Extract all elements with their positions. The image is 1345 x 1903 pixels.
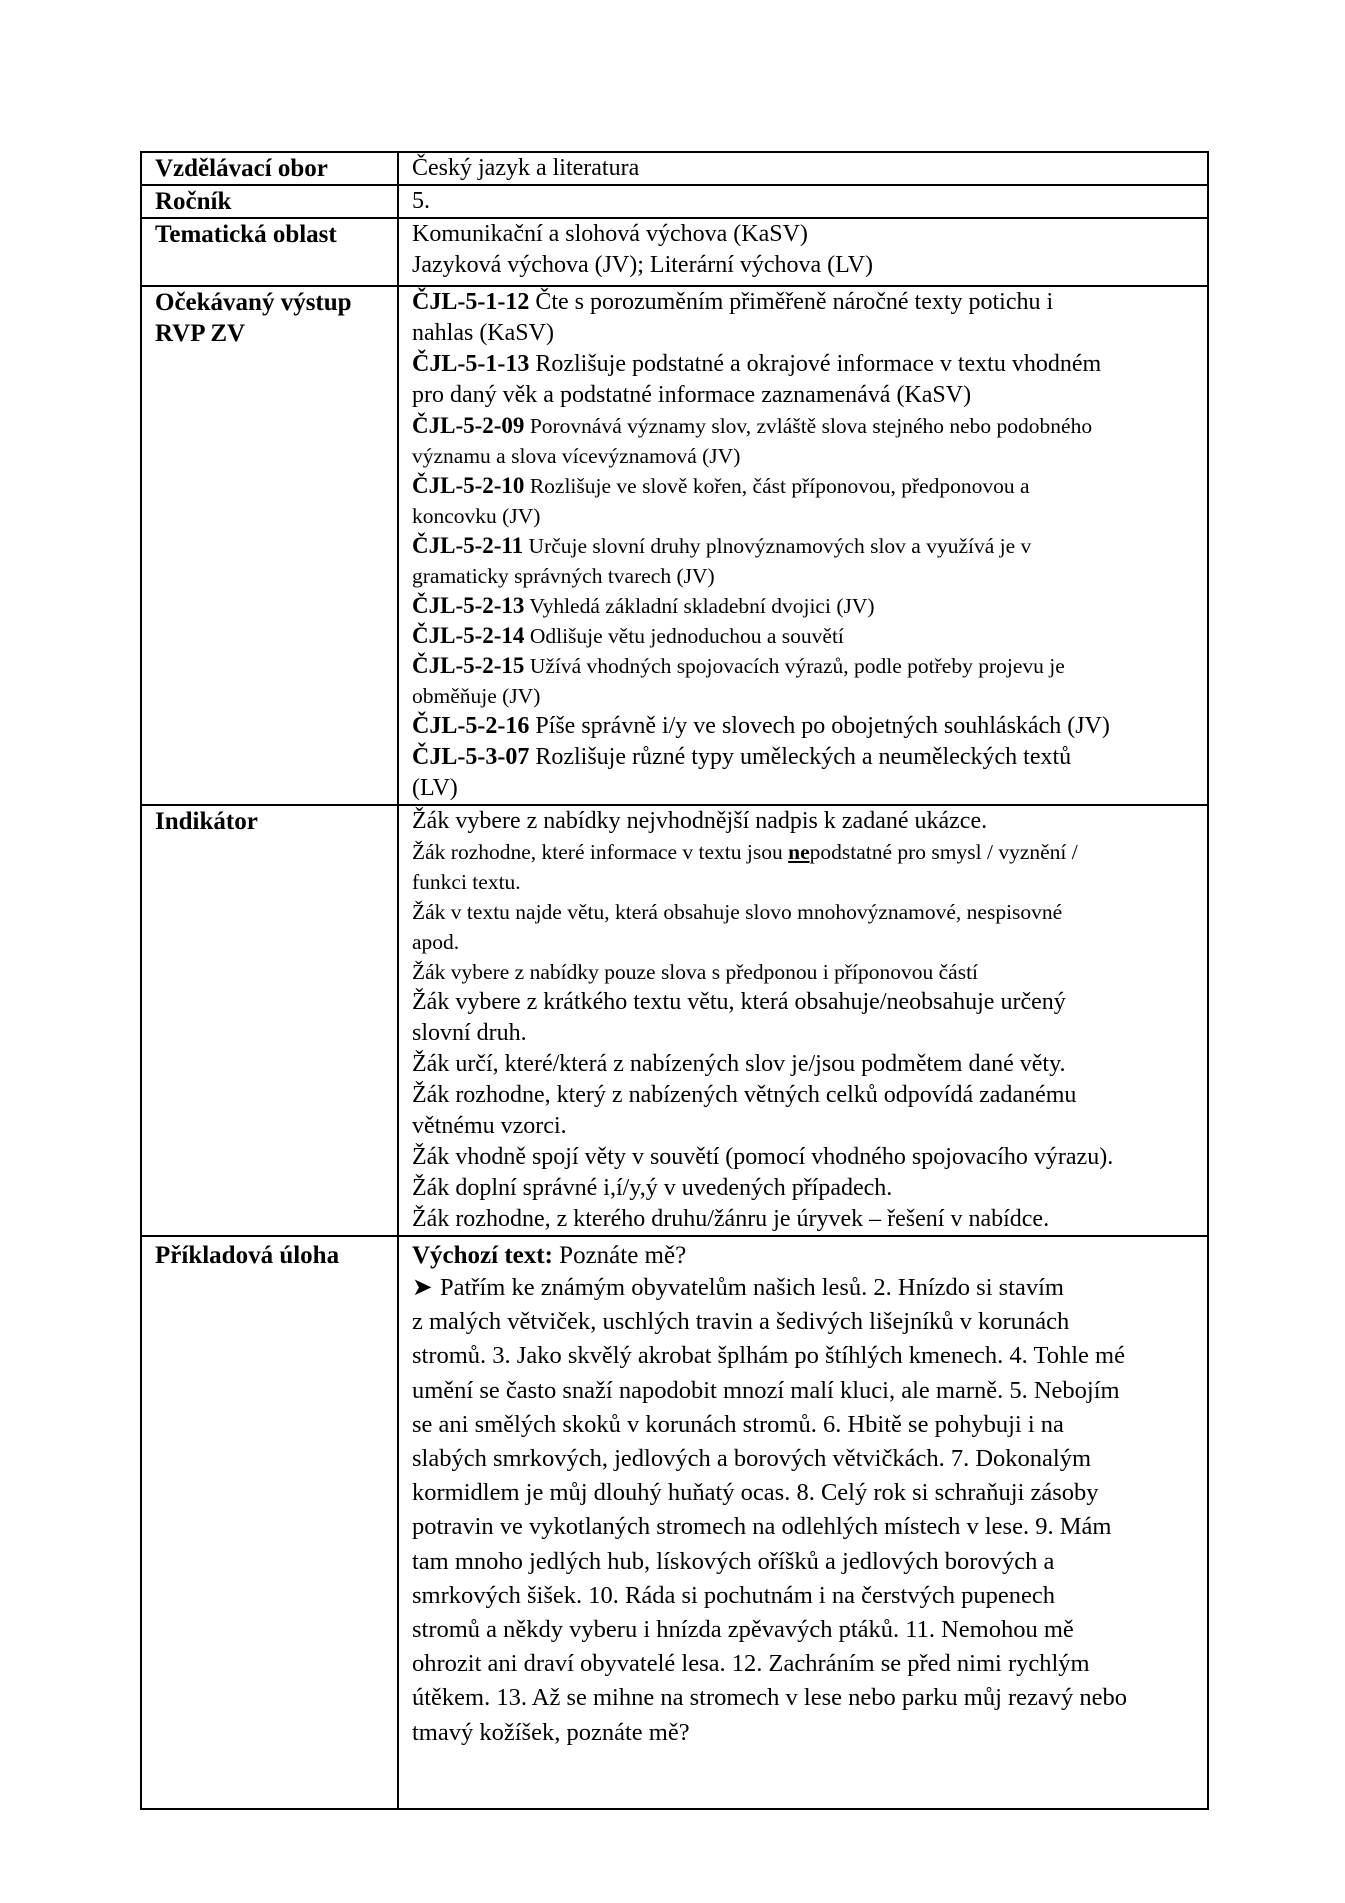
task-line: ohrozit ani draví obyvatelé lesa. 12. Zachráním se před nimi rychlým bbox=[412, 1650, 1090, 1678]
label-oblast: Tematická oblast bbox=[141, 218, 398, 286]
curriculum-table bbox=[140, 151, 1209, 1810]
outcome-item bbox=[412, 651, 1197, 711]
arrow-bullet-icon: ➤ bbox=[412, 1274, 433, 1301]
outcome-item bbox=[412, 349, 1197, 411]
row-oblast bbox=[141, 218, 1208, 286]
indicator-line: Žák v textu najde větu, která obsahuje slovo mnohovýznamové, nespisovné bbox=[412, 900, 1063, 924]
outcome-text: Rozlišuje ve slově kořen, část příponovou, předponovou a bbox=[524, 474, 1030, 498]
row-obor bbox=[141, 152, 1208, 185]
outcome-text: nahlas (KaSV) bbox=[412, 320, 554, 346]
outcome-code: ČJL-5-2-16 bbox=[412, 713, 530, 739]
outcome-text: pro daný věk a podstatné informace zaznamenává (KaSV) bbox=[412, 382, 972, 408]
value-rocnik: 5. bbox=[398, 185, 1208, 218]
outcome-text: Čte s porozuměním přiměřeně náročné texty potichu i bbox=[529, 289, 1054, 315]
task-paragraph bbox=[412, 1271, 1197, 1750]
row-indikator bbox=[141, 805, 1208, 1236]
outcome-item bbox=[412, 471, 1197, 531]
outcome-item bbox=[412, 742, 1197, 804]
indicator-line: Žák rozhodne, který z nabízených větných celků odpovídá zadanému bbox=[412, 1082, 1077, 1108]
outcome-code: ČJL-5-2-14 bbox=[412, 623, 525, 648]
outcome-item bbox=[412, 531, 1197, 591]
outcome-code: ČJL-5-2-10 bbox=[412, 473, 525, 498]
row-vystup bbox=[141, 286, 1208, 805]
value-vystup bbox=[398, 286, 1208, 805]
task-line: potravin ve vykotlaných stromech na odlehlých místech v lese. 9. Mám bbox=[412, 1513, 1112, 1541]
value-indikator bbox=[398, 805, 1208, 1236]
label-obor: Vzdělávací obor bbox=[141, 152, 398, 185]
indicator-line: Žák vhodně spojí věty v souvětí (pomocí vhodného spojovacího výrazu). bbox=[412, 1144, 1114, 1170]
indicator-line: větnému vzorci. bbox=[412, 1113, 567, 1139]
label-uloha: Příkladová úloha bbox=[141, 1236, 398, 1809]
outcome-code: ČJL-5-2-15 bbox=[412, 653, 525, 678]
task-line: se ani smělých skoků v korunách stromů. 6. Hbitě se pohybuji i na bbox=[412, 1410, 1064, 1438]
indicator-line: Žák doplní správné i,í/y,ý v uvedených případech. bbox=[412, 1175, 893, 1201]
outcome-text: koncovku (JV) bbox=[412, 504, 541, 528]
task-line: z malých větviček, uschlých travin a šedivých lišejníků v korunách bbox=[412, 1308, 1070, 1336]
task-heading-line bbox=[412, 1240, 1197, 1271]
label-indikator: Indikátor bbox=[141, 805, 398, 1236]
outcome-text: Vyhledá základní skladební dvojici (JV) bbox=[524, 594, 875, 618]
label-rocnik: Ročník bbox=[141, 185, 398, 218]
outcome-text: Užívá vhodných spojovacích výrazů, podle potřeby projevu je bbox=[524, 654, 1065, 678]
task-line: stromů a někdy vyberu i hnízda zpěvavých ptáků. 11. Nemohou mě bbox=[412, 1616, 1074, 1644]
outcome-code: ČJL-5-1-13 bbox=[412, 351, 530, 377]
outcome-item bbox=[412, 711, 1197, 742]
task-line: kormidlem je můj dlouhý huňatý ocas. 8. Celý rok si schraňuji zásoby bbox=[412, 1479, 1099, 1507]
indicator-line: Žák vybere z nabídky pouze slova s předponou i příponovou částí bbox=[412, 960, 979, 984]
oblast-line: Komunikační a slohová výchova (KaSV) bbox=[412, 221, 808, 247]
indicator-line: Žák určí, které/která z nabízených slov je/jsou podmětem dané věty. bbox=[412, 1051, 1066, 1077]
oblast-line: Jazyková výchova (JV); Literární výchova (LV) bbox=[412, 252, 873, 278]
value-obor: Český jazyk a literatura bbox=[398, 152, 1208, 185]
row-rocnik bbox=[141, 185, 1208, 218]
label-vystup bbox=[141, 286, 398, 805]
task-line: útěkem. 13. Až se mihne na stromech v lese nebo parku můj rezavý nebo bbox=[412, 1684, 1128, 1712]
outcome-item bbox=[412, 411, 1197, 471]
task-line: tam mnoho jedlých hub, lískových oříšků a jedlových borových a bbox=[412, 1547, 1055, 1575]
outcome-code: ČJL-5-3-07 bbox=[412, 744, 530, 770]
indicator-line: funkci textu. bbox=[412, 870, 521, 894]
outcome-item bbox=[412, 287, 1197, 349]
outcome-text: obměňuje (JV) bbox=[412, 684, 541, 708]
outcome-code: ČJL-5-2-13 bbox=[412, 593, 525, 618]
task-line: smrkových šišek. 10. Ráda si pochutnám i na čerstvých pupenech bbox=[412, 1581, 1055, 1609]
outcome-item bbox=[412, 621, 1197, 651]
task-line: tmavý kožíšek, poznáte mě? bbox=[412, 1718, 690, 1746]
outcome-text: Rozlišuje různé typy uměleckých a neuměleckých textů bbox=[529, 744, 1072, 770]
outcome-text: Rozlišuje podstatné a okrajové informace v textu vhodném bbox=[529, 351, 1102, 377]
task-title: Poznáte mě? bbox=[552, 1242, 687, 1269]
task-line: Patřím ke známým obyvatelům našich lesů. 2. Hnízdo si stavím bbox=[440, 1274, 1064, 1301]
label-vystup-line: RVP ZV bbox=[155, 320, 246, 347]
outcome-code: ČJL-5-2-09 bbox=[412, 413, 525, 438]
indicator-line: Žák rozhodne, které informace v textu jsou nepodstatné pro smysl / vyznění / bbox=[412, 840, 1078, 864]
value-oblast bbox=[398, 218, 1208, 286]
indicator-line: Žák vybere z krátkého textu větu, která obsahuje/neobsahuje určený bbox=[412, 989, 1066, 1015]
outcome-text: Odlišuje větu jednoduchou a souvětí bbox=[524, 624, 844, 648]
task-heading: Výchozí text: bbox=[412, 1242, 553, 1269]
indicator-line: slovní druh. bbox=[412, 1020, 527, 1046]
outcome-item bbox=[412, 591, 1197, 621]
task-line: slabých smrkových, jedlových a borových větvičkách. 7. Dokonalým bbox=[412, 1445, 1092, 1473]
outcome-code: ČJL-5-1-12 bbox=[412, 289, 530, 315]
task-line: umění se často snaží napodobit mnozí malí kluci, ale marně. 5. Nebojím bbox=[412, 1376, 1120, 1404]
value-uloha bbox=[398, 1236, 1208, 1809]
underlined-prefix: ne bbox=[788, 840, 810, 864]
indicator-line: apod. bbox=[412, 930, 460, 954]
task-line: stromů. 3. Jako skvělý akrobat šplhám po štíhlých kmenech. 4. Tohle mé bbox=[412, 1342, 1125, 1370]
indicator-line: Žák vybere z nabídky nejvhodnější nadpis k zadané ukázce. bbox=[412, 808, 988, 834]
outcome-text: Určuje slovní druhy plnovýznamových slov a využívá je v bbox=[523, 534, 1032, 558]
indicator-line: Žák rozhodne, z kterého druhu/žánru je úryvek – řešení v nabídce. bbox=[412, 1206, 1050, 1232]
outcome-text: (LV) bbox=[412, 775, 458, 801]
row-uloha bbox=[141, 1236, 1208, 1809]
outcome-code: ČJL-5-2-11 bbox=[412, 533, 524, 558]
outcome-text: gramaticky správných tvarech (JV) bbox=[412, 564, 715, 588]
outcome-text: Porovnává významy slov, zvláště slova stejného nebo podobného bbox=[524, 414, 1093, 438]
label-vystup-line: Očekávaný výstup bbox=[155, 289, 352, 316]
outcome-text: Píše správně i/y ve slovech po obojetných souhláskách (JV) bbox=[529, 713, 1110, 739]
outcome-text: významu a slova vícevýznamová (JV) bbox=[412, 444, 741, 468]
